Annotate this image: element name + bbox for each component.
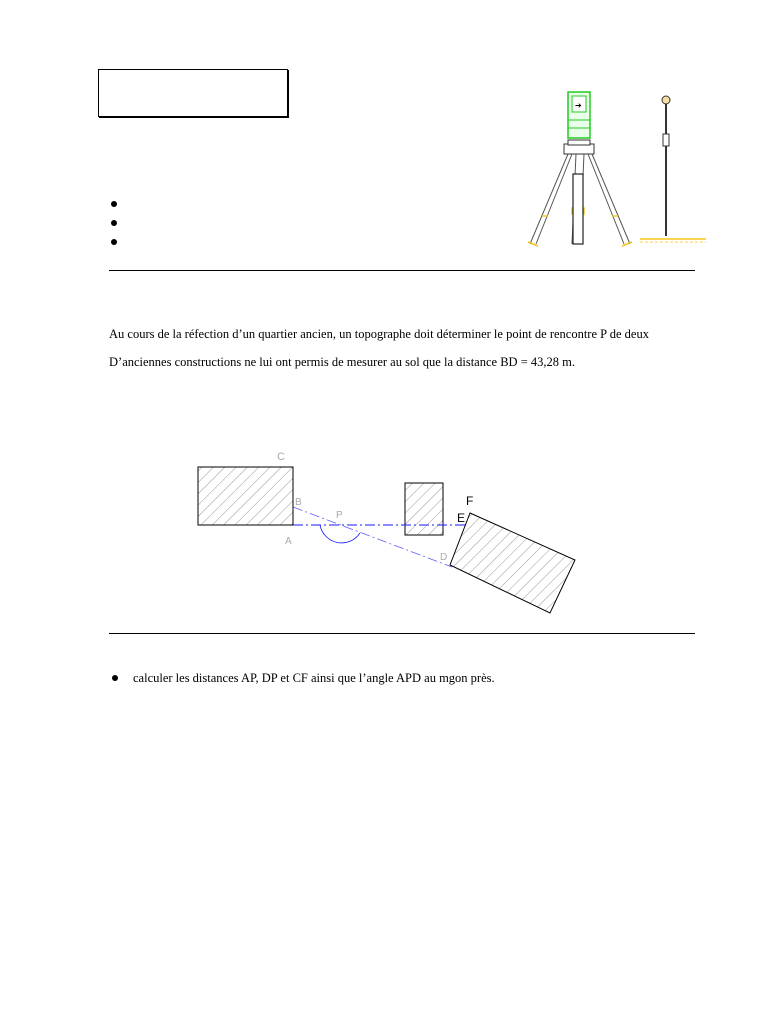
building-middle xyxy=(405,483,443,535)
task-item xyxy=(109,670,495,686)
building-left xyxy=(198,467,293,525)
title-box xyxy=(98,69,288,117)
site-plan-figure xyxy=(190,445,590,620)
problem-statement-line-2: D’anciennes constructions ne lui ont permis de mesurer au sol que la distance BD = 43,28 m. xyxy=(109,355,575,369)
point-label-b: B xyxy=(295,497,302,508)
total-station-illustration xyxy=(520,84,710,254)
bullet-icon xyxy=(112,675,118,681)
section-divider xyxy=(109,633,695,634)
point-label-e: E xyxy=(457,511,466,525)
section-divider xyxy=(109,270,695,271)
svg-text:➔: ➔ xyxy=(575,101,582,110)
angle-arc-apd xyxy=(320,525,360,543)
point-label-c: C xyxy=(277,451,285,463)
point-label-d: D xyxy=(440,552,448,563)
point-label-p: P xyxy=(336,510,343,521)
problem-statement-line-1: Au cours de la réfection d’un quartier ancien, un topographe doit déterminer le point de rencontre P de deux xyxy=(109,327,649,341)
task-item-text: calculer les distances AP, DP et CF ainsi que l’angle APD au mgon près. xyxy=(133,671,495,685)
point-label-a: A xyxy=(285,536,292,547)
building-right xyxy=(450,513,575,613)
point-label-f: F xyxy=(466,494,474,508)
